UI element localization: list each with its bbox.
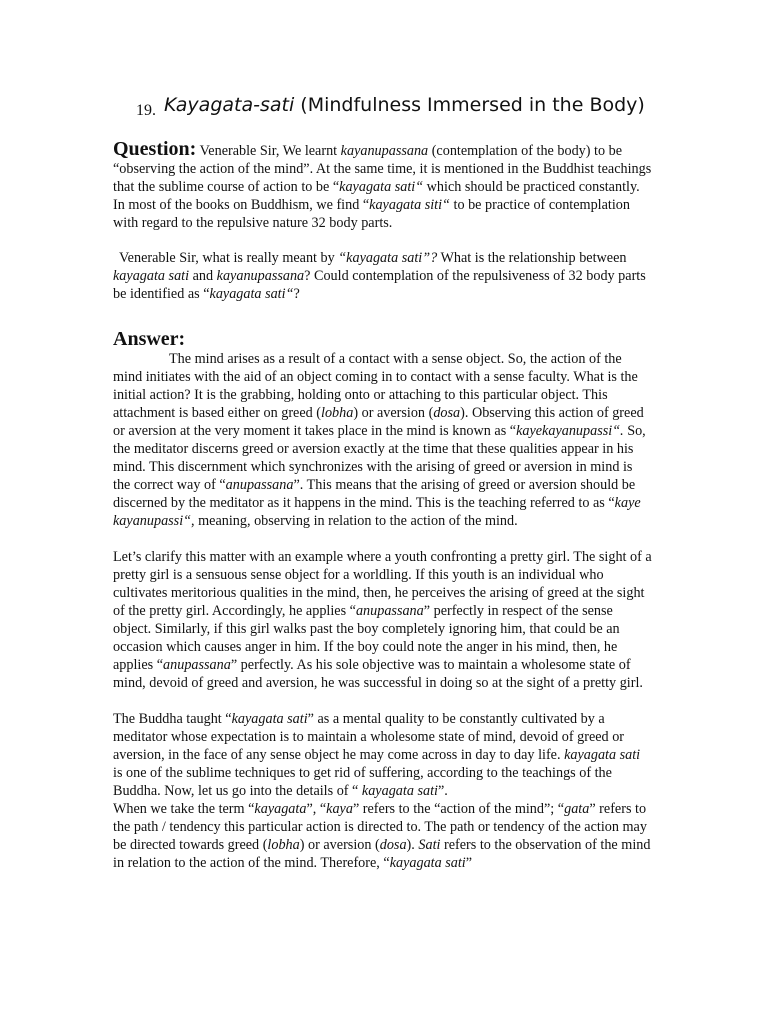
- text-run: kayagata sati: [231, 711, 308, 727]
- text-run: kayanupassana: [340, 143, 429, 159]
- text-run: kayagata siti“: [369, 197, 450, 213]
- chapter-heading: [136, 94, 653, 120]
- text-run: ”, “: [306, 801, 327, 817]
- question-paragraph-2: [113, 249, 653, 303]
- question-section: [113, 140, 653, 303]
- answer-paragraph-4: [113, 800, 653, 872]
- chapter-title-rest: (Mindfulness Immersed in the Body): [294, 94, 645, 116]
- text-run: What is the relationship between: [437, 250, 627, 266]
- text-run: kayanupassana: [216, 268, 305, 284]
- text-run: kayagata sati“: [339, 179, 424, 195]
- answer-label: Answer:: [113, 328, 186, 350]
- text-run: ” perfectly. As his sole objective was to maintain a wholesome state of mind, devoid of greed and aversion, he was successful in doing so at the sight of a pretty girl.: [113, 657, 643, 691]
- text-run: ” perfectly in respect of the sense object. Similarly, if this girl walks past the boy completely ignoring him, that could be an occasion which causes anger in him. If the boy could note the anger in his mind, then, he applies “: [113, 603, 620, 673]
- text-run: anupassana: [225, 477, 294, 493]
- text-run: ”: [465, 855, 473, 871]
- text-run: dosa: [433, 405, 461, 421]
- text-run: The Buddha taught “: [113, 711, 232, 727]
- text-run: Venerable Sir, We learnt: [196, 143, 341, 159]
- text-run: ”.: [437, 783, 448, 799]
- text-run: ?: [293, 286, 300, 302]
- text-run: , meaning, observing in relation to the action of the mind.: [191, 513, 518, 529]
- text-run: So, the meditator discerns greed or aversion exactly at the time that these qualities appear in his mind. This discernment which synchronizes with the arising of greed or aversion in mind is the correct way of “: [113, 423, 646, 493]
- text-run: Let’s clarify this matter with an example where a youth confronting a pretty girl. The sight of a pretty girl is a sensuous sense object for a worldling. If this youth is an individual who cultivates meritorious qualities in the mind, then, he perceives the arising of greed at the sight of the pretty girl. Accordingly, he applies “: [113, 549, 652, 619]
- text-run: (contemplation of the body) to be “observing the action of the mind”. At the same time, it is mentioned in the Buddhist teachings that the sublime course of action to be “: [113, 143, 652, 195]
- answer-paragraph-1: [113, 350, 653, 530]
- text-run: ) or aversion (: [299, 837, 380, 853]
- text-run: Venerable Sir, what is really meant by: [119, 250, 339, 266]
- answer-paragraph-2: [113, 548, 653, 692]
- text-run: lobha: [321, 405, 354, 421]
- text-run: dosa: [379, 837, 407, 853]
- text-run: The mind arises as a result of a contact with a sense object. So, the action of the mind initiates with the aid of an object coming in to contact with a sense faculty. What is the initial action? It is the grabbing, holding onto or attaching to this particular object. This attachment is based either on greed (: [113, 351, 638, 421]
- text-run: kayagata sati: [361, 783, 438, 799]
- text-run: ? Could contemplation of the repulsiveness of 32 body parts be identified as “: [113, 268, 646, 302]
- text-run: which should be practiced constantly. In most of the books on Buddhism, we find “: [113, 179, 640, 213]
- chapter-number: 19.: [136, 102, 156, 119]
- text-run: ). Observing this action of greed or aversion at the very moment it takes place in the mind is known as “: [113, 405, 644, 439]
- text-run: anupassana: [355, 603, 424, 619]
- text-run: kaya: [326, 801, 353, 817]
- text-run: gata: [564, 801, 590, 817]
- text-run: kayagata sati: [389, 855, 466, 871]
- question-label: Question:: [113, 138, 197, 160]
- text-run: kayagata sati: [564, 747, 641, 763]
- text-run: ).: [406, 837, 419, 853]
- text-run: kayagata sati“: [209, 286, 294, 302]
- text-run: When we take the term “: [113, 801, 255, 817]
- text-run: anupassana: [163, 657, 231, 673]
- text-run: Sati: [418, 837, 441, 853]
- text-run: ” refers to the “action of the mind”; “: [352, 801, 565, 817]
- chapter-title-italic: Kayagata-sati: [164, 94, 295, 116]
- text-run: kayekayanupassi“.: [516, 423, 624, 439]
- text-run: is one of the sublime techniques to get rid of suffering, according to the teachings of the Buddha. Now, let us go into the details of “: [113, 765, 612, 799]
- text-run: ) or aversion (: [353, 405, 434, 421]
- text-run: kaye kayanupassi“: [113, 495, 641, 529]
- question-paragraph-1: [113, 140, 653, 232]
- text-run: to be practice of contemplation with regard to the repulsive nature 32 body parts.: [113, 197, 630, 231]
- text-run: and: [189, 268, 217, 284]
- text-run: refers to the observation of the mind in relation to the action of the mind. Therefore, “: [113, 837, 651, 871]
- text-run: ” as a mental quality to be constantly cultivated by a meditator whose expectation is to maintain a wholesome state of mind, devoid of greed or aversion, in the face of any sense object he may come across in day to day life.: [113, 711, 625, 763]
- text-run: kayagata sati: [113, 268, 190, 284]
- answer-paragraph-3: [113, 710, 653, 800]
- chapter-title: [164, 94, 645, 117]
- text-run: ”. This means that the arising of greed or aversion should be discerned by the meditator as it happens in the mind. This is the teaching referred to as “: [113, 477, 636, 511]
- text-run: ” refers to the path / tendency this particular action is directed to. The path or tendency of the action may be directed towards greed (: [113, 801, 647, 853]
- text-run: “kayagata sati”?: [338, 250, 438, 266]
- answer-section: [113, 328, 653, 872]
- text-run: lobha: [267, 837, 300, 853]
- text-run: kayagata: [254, 801, 307, 817]
- document-page: [113, 94, 653, 872]
